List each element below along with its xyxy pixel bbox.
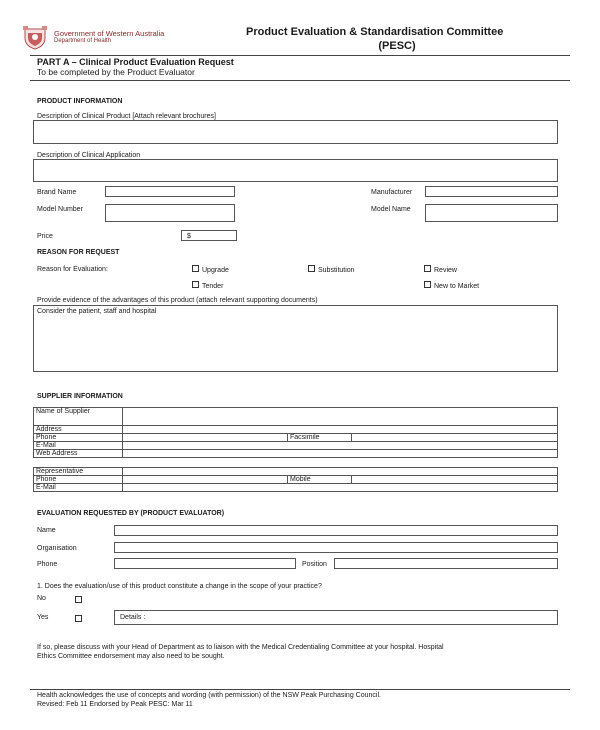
footer-revision: Revised: Feb 11 Endorsed by Peak PESC: Mar 11: [37, 701, 193, 708]
option-review[interactable]: Review: [424, 265, 457, 275]
footer-acknowledgement: Health acknowledges the use of concepts and wording (with permission) of the NSW Peak Purchasing Council.: [37, 692, 381, 699]
position-field[interactable]: [334, 558, 558, 569]
position-label: Position: [302, 561, 327, 568]
checkbox-no[interactable]: [75, 596, 82, 603]
supplier-name-label: Name of Supplier: [34, 408, 123, 426]
scope-question: 1. Does the evaluation/use of this product constitute a change in the scope of your practice?: [37, 583, 322, 590]
supplier-email-row: [34, 442, 558, 450]
supplier-email-label: E-Mail: [34, 442, 123, 450]
evidence-field[interactable]: [33, 305, 558, 372]
manufacturer-label: Manufacturer: [371, 189, 413, 196]
option-tender[interactable]: Tender: [192, 281, 223, 291]
organisation-label: Organisation: [37, 545, 77, 552]
option-substitution[interactable]: Substitution: [308, 265, 355, 275]
representative-field[interactable]: [123, 468, 558, 476]
crest-icon: [22, 24, 48, 50]
supplier-phone-row: [34, 434, 558, 442]
product-description-field[interactable]: [33, 120, 558, 144]
brand-name-field[interactable]: [105, 186, 235, 197]
checkbox-substitution[interactable]: [308, 265, 315, 272]
part-a-subtitle: To be completed by the Product Evaluator: [37, 67, 195, 77]
facsimile-field[interactable]: [352, 434, 558, 442]
checkbox-yes[interactable]: [75, 615, 82, 622]
option-upgrade[interactable]: Upgrade: [192, 265, 229, 275]
representative-row: [34, 468, 558, 476]
evaluator-name-label: Name: [37, 527, 56, 534]
product-description-label: Description of Clinical Product [Attach relevant brochures]: [37, 113, 216, 120]
supplier-heading: SUPPLIER INFORMATION: [37, 393, 123, 400]
clinical-application-label: Description of Clinical Application: [37, 152, 141, 159]
supplier-table: [33, 407, 558, 458]
clinical-application-field[interactable]: [33, 159, 558, 182]
model-name-label: Model Name: [371, 206, 411, 213]
evaluator-phone-label: Phone: [37, 561, 58, 568]
brand-name-label: Brand Name: [37, 189, 77, 196]
representative-phone-label: Phone: [34, 476, 123, 484]
liaison-note-line2: Ethics Committee endorsement may also need to be sought.: [37, 653, 225, 660]
price-field[interactable]: [181, 230, 237, 241]
supplier-name-field[interactable]: [123, 408, 558, 426]
document-title-abbrev: (PESC): [378, 40, 416, 52]
checkbox-tender[interactable]: [192, 281, 199, 288]
representative-label: Representative: [34, 468, 123, 476]
part-a-rule: [30, 80, 570, 81]
gov-wa-logo: [22, 24, 48, 50]
details-field[interactable]: [114, 610, 558, 625]
supplier-address-row: [34, 426, 558, 434]
option-new-to-market[interactable]: New to Market: [424, 281, 479, 291]
supplier-phone-field[interactable]: [123, 434, 288, 442]
mobile-label: Mobile: [288, 476, 352, 484]
representative-phone-row: [34, 476, 558, 484]
representative-email-row: [34, 484, 558, 492]
representative-table: [33, 467, 558, 492]
manufacturer-field[interactable]: [425, 186, 558, 197]
evaluator-heading: EVALUATION REQUESTED BY (PRODUCT EVALUATOR): [37, 510, 225, 517]
mobile-field[interactable]: [352, 476, 558, 484]
representative-phone-field[interactable]: [123, 476, 288, 484]
dollar-sign: $: [187, 233, 191, 240]
document-title: Product Evaluation & Standardisation Committee: [246, 26, 504, 38]
supplier-web-label: Web Address: [34, 450, 123, 458]
evidence-hint: Consider the patient, staff and hospital: [37, 308, 157, 315]
facsimile-label: Facsimile: [288, 434, 352, 442]
footer-rule: [30, 689, 570, 690]
price-label: Price: [37, 233, 53, 240]
supplier-address-label: Address: [34, 426, 123, 434]
checkbox-new-to-market[interactable]: [424, 281, 431, 288]
reason-heading: REASON FOR REQUEST: [37, 249, 120, 256]
supplier-web-row: [34, 450, 558, 458]
checkbox-review[interactable]: [424, 265, 431, 272]
organisation-field[interactable]: [114, 542, 558, 553]
supplier-email-field[interactable]: [123, 442, 558, 450]
supplier-web-field[interactable]: [123, 450, 558, 458]
reason-evaluation-label: Reason for Evaluation:: [37, 266, 108, 273]
supplier-name-row: [34, 408, 558, 426]
header-rule: [30, 55, 570, 56]
model-name-field[interactable]: [425, 204, 558, 222]
checkbox-upgrade[interactable]: [192, 265, 199, 272]
gov-name: Government of Western Australia: [54, 29, 165, 38]
details-label: Details :: [120, 614, 146, 621]
representative-email-label: E-Mail: [34, 484, 123, 492]
representative-email-field[interactable]: [123, 484, 558, 492]
model-number-field[interactable]: [105, 204, 235, 222]
liaison-note-line1: If so, please discuss with your Head of Department as to liaison with the Medical Credentialing Committee at your hospital. Hospital: [37, 644, 444, 651]
department-name: Department of Health: [54, 38, 112, 44]
yes-label: Yes: [37, 614, 49, 621]
part-a-title: PART A – Clinical Product Evaluation Request: [37, 57, 234, 67]
evaluator-name-field[interactable]: [114, 525, 558, 536]
evidence-label: Provide evidence of the advantages of this product (attach relevant supporting documents): [37, 297, 318, 304]
supplier-address-field[interactable]: [123, 426, 558, 434]
product-info-heading: PRODUCT INFORMATION: [37, 98, 123, 105]
model-number-label: Model Number: [37, 206, 83, 213]
supplier-phone-label: Phone: [34, 434, 123, 442]
evaluator-phone-field[interactable]: [114, 558, 296, 569]
no-label: No: [37, 595, 46, 602]
